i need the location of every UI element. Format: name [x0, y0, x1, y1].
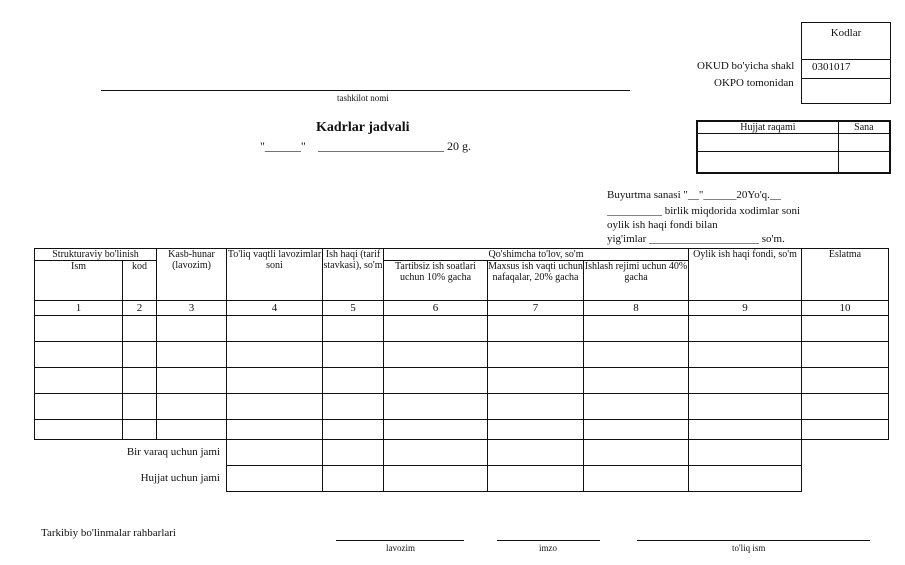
table-cell[interactable] [584, 342, 689, 368]
table-cell[interactable] [123, 394, 157, 420]
title-date-year: _____________________ 20 g. [318, 139, 471, 153]
total-cell[interactable] [384, 440, 488, 466]
total-cell[interactable] [584, 466, 689, 492]
table-cell[interactable] [157, 420, 227, 440]
document-number-field[interactable] [698, 134, 839, 152]
order-date-line: Buyurtma sanasi "__"______20Yo'q.__ [607, 189, 781, 201]
codes-header: Kodlar [830, 27, 862, 39]
table-cell[interactable] [227, 420, 323, 440]
total-cell[interactable] [488, 440, 584, 466]
order-fund-line: oylik ish haqi fondi bilan [607, 219, 718, 231]
table-cell[interactable] [689, 368, 802, 394]
document-number-date-box [696, 120, 891, 174]
total-cell[interactable] [689, 440, 802, 466]
table-cell[interactable] [689, 342, 802, 368]
table-cell[interactable] [802, 394, 889, 420]
header-additional: Qo'shimcha to'lov, so'm [384, 249, 689, 261]
total-cell[interactable] [323, 440, 384, 466]
table-cell[interactable] [35, 316, 123, 342]
document-number-header: Hujjat raqami [698, 122, 839, 134]
table-cell[interactable] [384, 368, 488, 394]
table-cell[interactable] [384, 342, 488, 368]
table-row [35, 394, 889, 420]
col-number: 1 [35, 301, 123, 316]
table-cell[interactable] [157, 342, 227, 368]
title-date-day: "______" [260, 139, 306, 153]
position-line [336, 540, 464, 541]
table-cell[interactable] [488, 420, 584, 440]
table-cell[interactable] [689, 316, 802, 342]
okpo-label: OKPO tomonidan [714, 77, 794, 89]
table-cell[interactable] [323, 368, 384, 394]
document-date-header: Sana [838, 122, 889, 134]
col-number: 7 [488, 301, 584, 316]
header-fund: Oylik ish haqi fondi, so'm [689, 249, 802, 301]
table-cell[interactable] [123, 316, 157, 342]
table-cell[interactable] [35, 342, 123, 368]
total-cell[interactable] [488, 466, 584, 492]
header-code: kod [123, 261, 157, 301]
table-cell[interactable] [689, 420, 802, 440]
table-row [35, 316, 889, 342]
table-cell[interactable] [584, 316, 689, 342]
table-cell[interactable] [123, 342, 157, 368]
table-cell[interactable] [689, 394, 802, 420]
col-number: 4 [227, 301, 323, 316]
organization-name-caption: tashkilot nomi [337, 93, 389, 103]
table-cell[interactable] [227, 368, 323, 394]
organization-name-line [101, 90, 630, 91]
table-cell[interactable] [157, 394, 227, 420]
table-cell[interactable] [157, 316, 227, 342]
table-cell[interactable] [227, 316, 323, 342]
total-cell[interactable] [227, 440, 323, 466]
document-date-field-2[interactable] [838, 152, 889, 173]
header-name: Ism [35, 261, 123, 301]
col-number: 6 [384, 301, 488, 316]
header-structural: Strukturaviy bo'linish [35, 249, 157, 261]
header-fulltime: To'liq vaqtli lavozimlar soni [227, 249, 323, 301]
table-cell[interactable] [227, 394, 323, 420]
table-cell[interactable] [488, 368, 584, 394]
codes-box [801, 22, 891, 104]
col-number: 9 [689, 301, 802, 316]
table-cell[interactable] [323, 394, 384, 420]
total-cell[interactable] [323, 466, 384, 492]
total-cell[interactable] [689, 466, 802, 492]
table-cell[interactable] [35, 368, 123, 394]
table-cell[interactable] [123, 420, 157, 440]
okud-value-field[interactable]: 0301017 [802, 59, 890, 79]
table-cell[interactable] [323, 342, 384, 368]
table-cell[interactable] [227, 342, 323, 368]
table-cell[interactable] [802, 368, 889, 394]
header-irregular: Tartibsiz ish soatlari uchun 10% gacha [384, 261, 488, 301]
table-row [35, 368, 889, 394]
order-staff-line: __________ birlik miqdorida xodimlar soni [607, 205, 801, 217]
heads-label: Tarkibiy bo'linmalar rahbarlari [41, 527, 176, 539]
total-doc-row [35, 466, 889, 492]
table-cell[interactable] [157, 368, 227, 394]
table-cell[interactable] [323, 420, 384, 440]
col-number: 8 [584, 301, 689, 316]
okud-label: OKUD bo'yicha shakl [697, 60, 795, 72]
table-cell[interactable] [123, 368, 157, 394]
total-doc-label: Hujjat uchun jami [140, 472, 220, 484]
header-special: Maxsus ish vaqti uchun nafaqalar, 20% gacha [488, 261, 584, 301]
table-row [35, 342, 889, 368]
document-date-field[interactable] [838, 134, 889, 152]
table-row [35, 420, 889, 440]
header-note: Eslatma [802, 249, 889, 301]
col-number: 2 [123, 301, 157, 316]
fullname-line [637, 540, 870, 541]
table-cell[interactable] [802, 420, 889, 440]
empty-cell [802, 466, 889, 492]
table-cell[interactable] [488, 342, 584, 368]
col-number: 3 [157, 301, 227, 316]
signature-caption: imzo [539, 543, 557, 553]
total-page-label: Bir varaq uchun jami [126, 446, 220, 459]
position-caption: lavozim [386, 543, 415, 553]
staff-table [34, 248, 889, 492]
table-cell[interactable] [584, 394, 689, 420]
table-cell[interactable] [584, 420, 689, 440]
total-cell[interactable] [384, 466, 488, 492]
table-cell[interactable] [488, 394, 584, 420]
header-workmode: Ishlash rejimi uchun 40% gacha [584, 261, 689, 301]
table-cell[interactable] [802, 342, 889, 368]
col-number: 10 [802, 301, 889, 316]
table-cell[interactable] [323, 316, 384, 342]
okpo-value-field[interactable] [802, 79, 890, 95]
header-salary: Ish haqi (tarif stavkasi), so'm [323, 249, 384, 301]
total-cell[interactable] [227, 466, 323, 492]
header-profession: Kasb-hunar (lavozim) [157, 249, 227, 301]
order-sum-line: yig'imlar ____________________ so'm. [607, 233, 785, 245]
document-number-field-2[interactable] [698, 152, 839, 173]
page-title: Kadrlar jadvali [316, 120, 410, 135]
table-cell[interactable] [584, 368, 689, 394]
signature-line [497, 540, 600, 541]
fullname-caption: to'liq ism [732, 543, 766, 553]
table-cell[interactable] [488, 316, 584, 342]
table-cell[interactable] [384, 420, 488, 440]
total-cell[interactable] [584, 440, 689, 466]
table-cell[interactable] [384, 316, 488, 342]
table-cell[interactable] [384, 394, 488, 420]
table-cell[interactable] [802, 316, 889, 342]
col-number: 5 [323, 301, 384, 316]
total-page-row [35, 440, 889, 466]
table-cell[interactable] [35, 420, 123, 440]
empty-cell [802, 440, 889, 466]
table-cell[interactable] [35, 394, 123, 420]
